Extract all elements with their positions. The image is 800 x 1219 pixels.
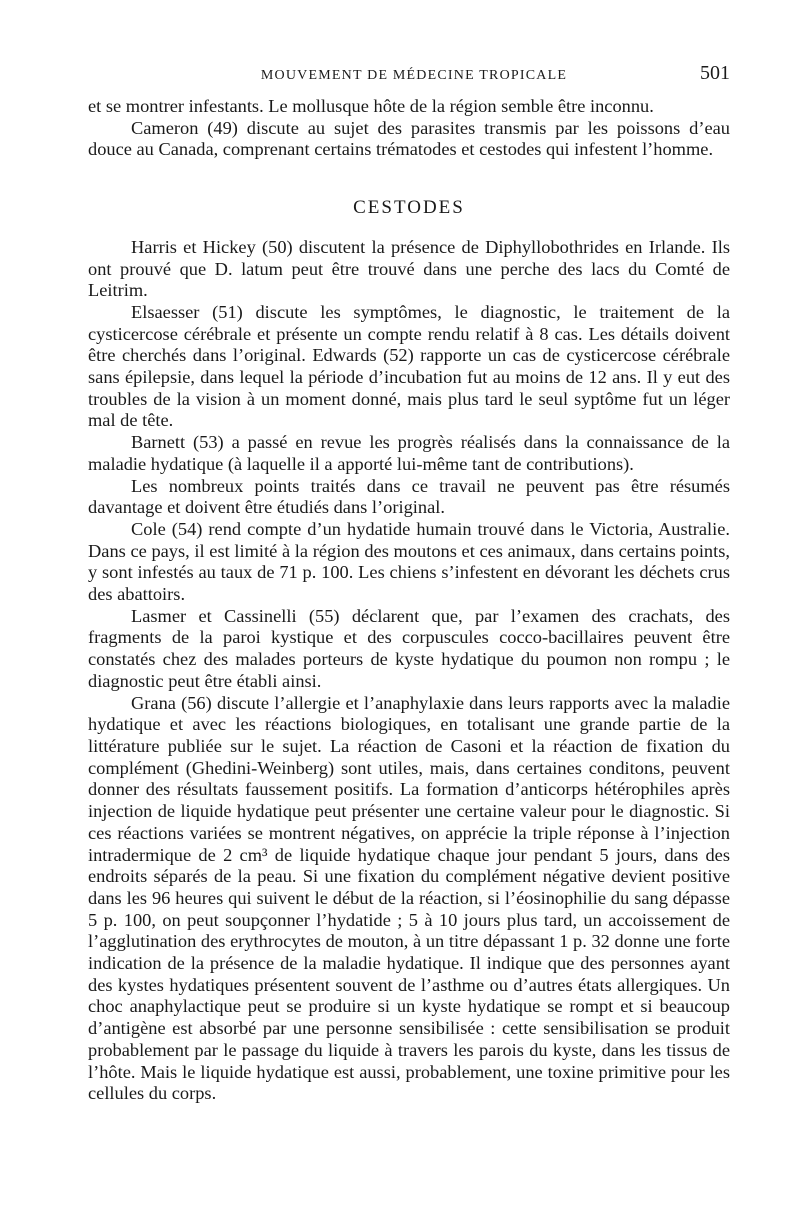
body-text — [88, 96, 730, 1105]
paragraph-cole: Cole (54) rend compte d’un hydatide humain trouvé dans le Victoria, Australie. Dans ce pays, il est limité à la région des moutons et ces animaux, dans certains points, y sont infestés au taux de 71 p. 100. Les chiens s’infestent en dévorant les déchets crus des abattoirs. — [88, 518, 730, 605]
paragraph-barnett: Barnett (53) a passé en revue les progrès réalisés dans la connaissance de la maladie hydatique (à laquelle il a apporté lui-même tant de contributions). — [88, 432, 730, 474]
paragraph-points-traites: Les nombreux points traités dans ce travail ne peuvent pas être résumés davantage et doivent être étudiés dans l’original. — [88, 475, 730, 518]
paragraph-harris-hickey: Harris et Hickey (50) discutent la présence de Diphyllobothrides en Irlande. Ils ont prouvé que D. latum peut être trouvé dans une perche des lacs du Comté de Leitrim. — [88, 236, 730, 301]
page-number: 501 — [700, 62, 730, 84]
paragraph-elsaesser: Elsaesser (51) discute les symptômes, le diagnostic, le traitement de la cysticercose cérébrale et présente un compte rendu relatif à 8 cas. Les détails doivent être cherchés dans l’original. Edwards (52) rapporte un cas de cysticercose cérébrale sans épilepsie, dans lequel la période d’incubation fut au moins de 12 ans. Il y eut des troubles de la vision à un moment donné, mais plus tard le seul syptôme fut un léger mal de tête. — [88, 301, 730, 431]
section-title: CESTODES — [353, 197, 465, 219]
running-head — [88, 62, 730, 86]
paragraph-grana: Grana (56) discute l’allergie et l’anaphylaxie dans leurs rapports avec la maladie hydatique et avec les réactions biologiques, en totalisant une grande partie de la littérature publiée sur le sujet. La réaction de Casoni et la réaction de fixation du complément (Ghedini-Weinberg) sont utiles, mais, dans certaines conditons, peuvent donner des résultats faussement positifs. La formation d’anticorps hétérophiles après injection de liquide hydatique peut présenter une certaine valeur pour le diagnostic. Si ces réactions variées se montrent négatives, on apprécie la triple réponse à l’injection intradermique de 2 cm³ de liquide hydatique chaque jour pendant 5 jours, dans des endroits séparés de la peau. Si une fixation du complément négative devient positive dans les 96 heures qui suivent le début de la réaction, si l’éosinophilie du sang dépasse 5 p. 100, on peut soupçonner l’hydatide ; 5 à 10 jours plus tard, un accoissement de l’agglutination des erythrocytes de mouton, à un titre dépassant 1 p. 32 donne une forte indication de la présence de la maladie hydatique. Il indique que des personnes ayant des kystes hydatiques présentent souvent de l’asthme ou d’autres états allergiques. Un choc anaphylactique peut se produire si un kyste hydatique se rompt et si beaucoup d’antigène est absorbé par une personne sensibilisée : cette sensibilisation se produit probablement par le passage du liquide à travers les parois du kyste, dans les tissus de l’hôte. Mais le liquide hydatique est aussi, probablement, une toxine primitive pour les cellules du corps. — [88, 692, 730, 1104]
paragraph-lasmer-cassinelli: Lasmer et Cassinelli (55) déclarent que, par l’examen des crachats, des fragments de la paroi kystique et des corpuscules cocco-bacillaires peuvent être constatés chez des malades porteurs de kyste hydatique du poumon non rompu ; le diagnostic peut être établi ainsi. — [88, 605, 730, 691]
paragraph-continuation: et se montrer infestants. Le mollusque hôte de la région semble être inconnu. — [88, 96, 654, 116]
paragraph-cameron: Cameron (49) discute au sujet des parasites transmis par les poissons d’eau douce au Canada, comprenant certains trématodes et cestodes qui infestent l’homme. — [88, 117, 730, 160]
running-title: MOUVEMENT DE MÉDECINE TROPICALE — [260, 68, 568, 83]
